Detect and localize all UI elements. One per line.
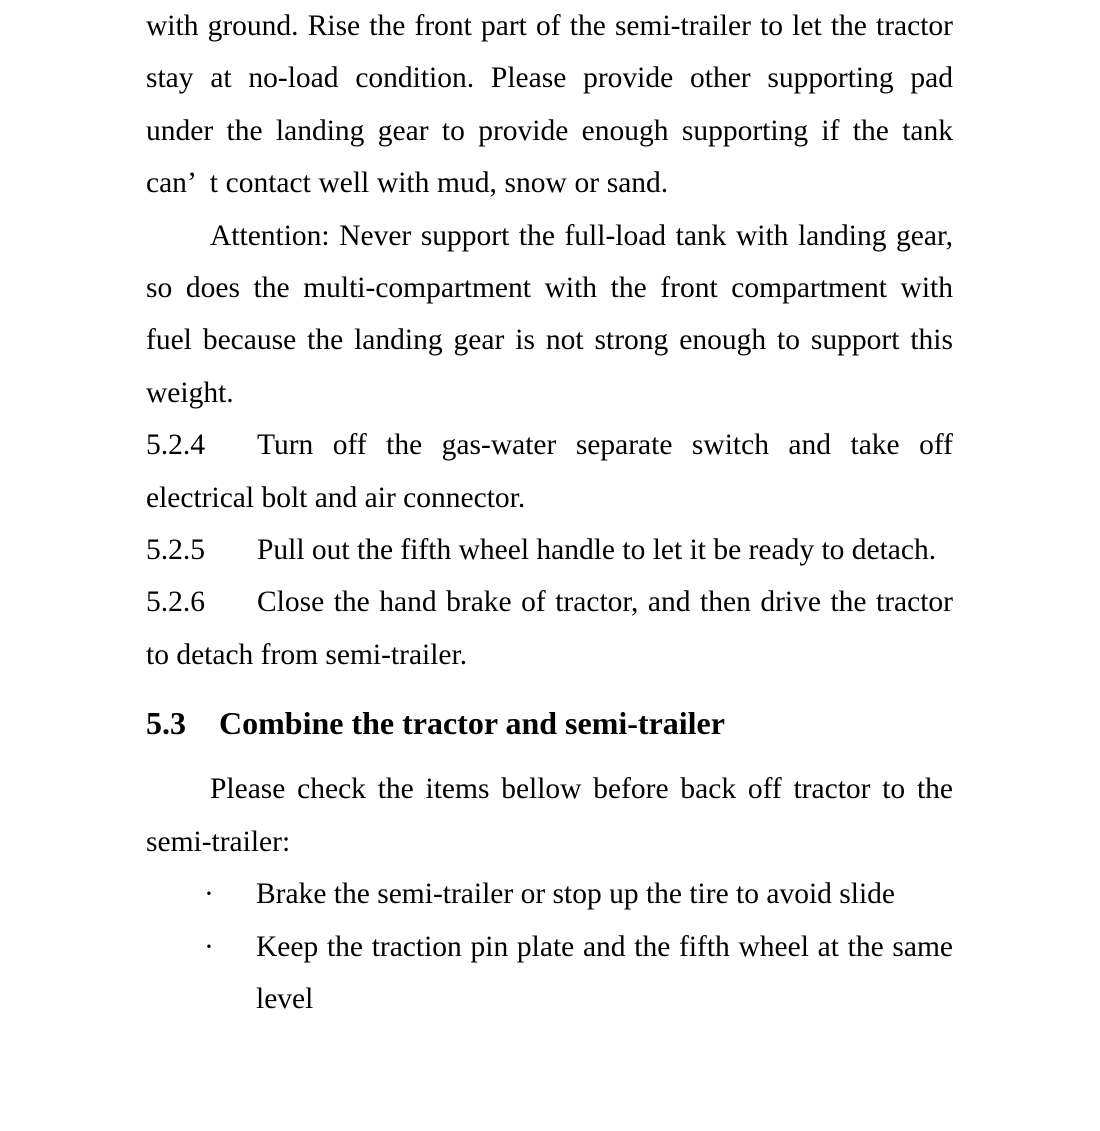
paragraph-text: with ground. Rise the front part of the semi-trailer to let the tractor stay at no-load condition. Please provide other supporting pad under the landing gear to provide enough supporting if the tank can xyxy=(146,10,953,200)
section-heading-5-3 xyxy=(146,681,953,763)
clause-number: 5.2.5 xyxy=(146,534,205,567)
clause-text: Close the hand brake of tractor, and then drive the tractor to detach from semi-trailer. xyxy=(146,586,953,671)
bullet-dot-icon: · xyxy=(204,930,214,963)
list-item xyxy=(146,868,953,920)
paragraph-attention xyxy=(146,210,953,420)
clause-5-2-6 xyxy=(146,576,953,681)
clause-text: Pull out the fifth wheel handle to let it be ready to detach. xyxy=(257,534,937,567)
list-item-label: Keep the traction pin plate and the fifth wheel at the same level xyxy=(256,930,953,1015)
paragraph-continued-ground xyxy=(146,0,953,210)
paragraph-text: Please check the items bellow before back off tractor to the semi-trailer: xyxy=(146,773,953,858)
bullet-dot-icon: · xyxy=(204,878,214,911)
section-heading-title: Combine the tractor and semi-trailer xyxy=(219,705,725,742)
list-item xyxy=(146,921,953,1026)
text-column xyxy=(146,0,953,1025)
section-heading-number: 5.3 xyxy=(146,705,186,742)
apostrophe-glyph: ’ xyxy=(186,167,203,200)
paragraph-please-check xyxy=(146,763,953,868)
clause-number: 5.2.6 xyxy=(146,586,205,619)
clause-number: 5.2.4 xyxy=(146,429,205,462)
paragraph-text: Attention: Never support the full-load tank with landing gear, so does the multi-compartment with the front compartment with fuel because the landing gear is not strong enough to support this weight. xyxy=(146,219,953,409)
list-item-label: Brake the semi-trailer or stop up the tire to avoid slide xyxy=(256,878,895,911)
checklist xyxy=(146,868,953,1025)
clause-5-2-4 xyxy=(146,419,953,524)
paragraph-text-tail: t contact well with mud, snow or sand. xyxy=(209,167,669,200)
clause-text: Turn off the gas-water separate switch and take off electrical bolt and air connector. xyxy=(146,429,953,514)
clause-5-2-5 xyxy=(146,524,953,576)
